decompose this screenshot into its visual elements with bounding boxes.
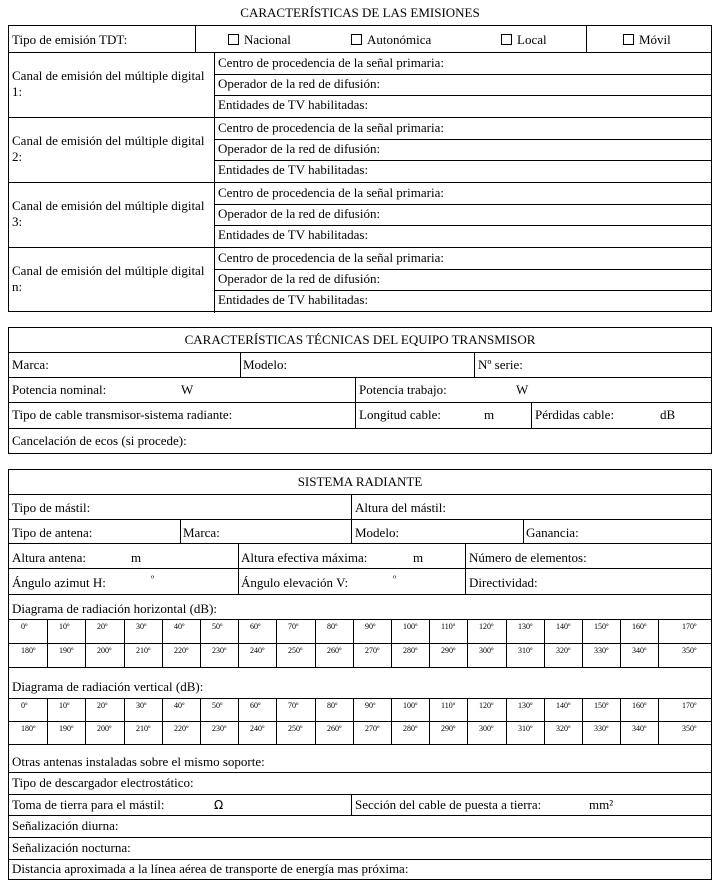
angle-label: 180º	[21, 724, 36, 733]
angle-label: 220º	[174, 646, 189, 655]
longitud-cable-unit: m	[484, 407, 495, 422]
equipo-table	[8, 327, 712, 454]
distancia-linea-label: Distancia aproximada a la línea aérea de transporte de energía mas próxima:	[12, 861, 409, 876]
equipo-title: CARACTERÍSTICAS TÉCNICAS DEL EQUIPO TRANSMISOR	[184, 332, 536, 347]
angle-label: 70º	[288, 622, 299, 631]
angle-label: 210º	[136, 646, 151, 655]
autonomica-option[interactable]: Autonómica	[351, 32, 431, 48]
angle-label: 20º	[97, 622, 108, 631]
tipo-antena-label: Tipo de antena:	[12, 525, 93, 540]
angle-label: 350º	[682, 646, 697, 655]
emisiones-title: CARACTERÍSTICAS DE LAS EMISIONES	[240, 5, 480, 20]
angle-label: 160º	[632, 622, 647, 631]
radiante-table	[8, 469, 712, 880]
altura-mastil-label: Altura del mástil:	[355, 500, 446, 515]
angle-label: 40º	[174, 622, 185, 631]
senalizacion-diurna-label: Señalización diurna:	[12, 818, 119, 833]
potencia-nominal-unit: W	[181, 382, 194, 397]
angle-label: 200º	[97, 646, 112, 655]
angle-label: 30º	[136, 701, 147, 710]
emisiones-table	[8, 25, 712, 312]
angle-label: 50º	[212, 622, 223, 631]
potencia-trabajo-label: Potencia trabajo:	[359, 382, 447, 397]
angle-label: 80º	[327, 701, 338, 710]
azimut-label: Ángulo azimut H:	[12, 575, 106, 590]
angle-label: 290º	[441, 724, 456, 733]
angle-label: 310º	[518, 646, 533, 655]
canal-n-label: Canal de emisión del múltiple digital n:	[12, 263, 205, 294]
angle-label: 170º	[682, 622, 697, 631]
angle-label: 130º	[518, 701, 533, 710]
diagrama-vertical-label: Diagrama de radiación vertical (dB):	[12, 679, 204, 694]
angle-label: 240º	[250, 724, 265, 733]
angle-label: 90º	[365, 701, 376, 710]
perdidas-cable-unit: dB	[660, 407, 676, 422]
angle-label: 70º	[288, 701, 299, 710]
angle-label: 60º	[250, 701, 261, 710]
angle-label: 300º	[479, 724, 494, 733]
altura-antena-unit: m	[131, 550, 142, 565]
angle-label: 30º	[136, 622, 147, 631]
movil-option[interactable]: Móvil	[623, 32, 671, 48]
antena-modelo-label: Modelo:	[355, 525, 400, 540]
senalizacion-nocturna-label: Señalización nocturna:	[12, 840, 131, 855]
toma-tierra-label: Toma de tierra para el mástil:	[12, 797, 165, 812]
canal-n-centro-label: Centro de procedencia de la señal primaria:	[218, 250, 444, 265]
antena-marca-label: Marca:	[183, 525, 220, 540]
angle-label: 220º	[174, 724, 189, 733]
angle-label: 300º	[479, 646, 494, 655]
angle-label: 130º	[518, 622, 533, 631]
angle-label: 120º	[479, 701, 494, 710]
marca-label: Marca:	[12, 357, 49, 372]
angle-label: 260º	[327, 646, 342, 655]
angle-label: 140º	[556, 701, 571, 710]
angle-label: 10º	[59, 701, 70, 710]
seccion-cable-label: Sección del cable de puesta a tierra:	[355, 797, 542, 812]
diagrama-horizontal-label: Diagrama de radiación horizontal (dB):	[12, 601, 218, 616]
angle-label: 170º	[682, 701, 697, 710]
modelo-label: Modelo:	[243, 357, 288, 372]
nacional-checkbox[interactable]	[228, 34, 239, 45]
azimut-unit: º	[151, 574, 155, 585]
elevacion-label: Ángulo elevación V:	[241, 575, 349, 590]
angle-label: 120º	[479, 622, 494, 631]
angle-label: 280º	[403, 724, 418, 733]
canal-1-operador-label: Operador de la red de difusión:	[218, 76, 381, 91]
angle-label: 320º	[556, 646, 571, 655]
angle-label: 180º	[21, 646, 36, 655]
canal-2-centro-label: Centro de procedencia de la señal primaria:	[218, 120, 444, 135]
angle-label: 250º	[288, 724, 303, 733]
longitud-cable-label: Longitud cable:	[359, 407, 441, 422]
angle-label: 110º	[441, 701, 456, 710]
toma-tierra-unit: Ω	[214, 798, 224, 812]
angle-label: 260º	[327, 724, 342, 733]
otras-antenas-label: Otras antenas instaladas sobre el mismo soporte:	[12, 754, 265, 769]
angle-label: 340º	[632, 646, 647, 655]
angle-label: 350º	[682, 724, 697, 733]
altura-efectiva-unit: m	[413, 550, 424, 565]
descargador-label: Tipo de descargador electrostático:	[12, 775, 194, 790]
canal-3-label: Canal de emisión del múltiple digital 3:	[12, 198, 205, 229]
canal-3-entidades-label: Entidades de TV habilitadas:	[218, 227, 369, 242]
angle-label: 150º	[594, 701, 609, 710]
canal-1-centro-label: Centro de procedencia de la señal primaria:	[218, 55, 444, 70]
potencia-trabajo-unit: W	[516, 382, 529, 397]
angle-label: 330º	[594, 724, 609, 733]
nacional-option[interactable]: Nacional	[228, 32, 291, 48]
angle-label: 340º	[632, 724, 647, 733]
angle-label: 270º	[365, 646, 380, 655]
altura-antena-label: Altura antena:	[12, 550, 86, 565]
angle-label: 270º	[365, 724, 380, 733]
angle-label: 230º	[212, 646, 227, 655]
potencia-nominal-label: Potencia nominal:	[12, 382, 107, 397]
angle-label: 150º	[594, 622, 609, 631]
angle-label: 290º	[441, 646, 456, 655]
canal-1-entidades-label: Entidades de TV habilitadas:	[218, 97, 369, 112]
directividad-label: Directividad:	[469, 575, 538, 590]
altura-efectiva-label: Altura efectiva máxima:	[241, 550, 368, 565]
tipo-mastil-label: Tipo de mástil:	[12, 500, 91, 515]
angle-label: 100º	[403, 622, 418, 631]
radiante-title: SISTEMA RADIANTE	[297, 474, 423, 489]
canal-3-centro-label: Centro de procedencia de la señal primaria:	[218, 185, 444, 200]
canal-n-entidades-label: Entidades de TV habilitadas:	[218, 292, 369, 307]
angle-label: 40º	[174, 701, 185, 710]
canal-2-label: Canal de emisión del múltiple digital 2:	[12, 133, 205, 164]
angle-label: 10º	[59, 622, 70, 631]
movil-checkbox[interactable]	[623, 34, 634, 45]
autonomica-checkbox[interactable]	[351, 34, 362, 45]
angle-label: 100º	[403, 701, 418, 710]
local-option[interactable]: Local	[501, 32, 547, 48]
canal-1-label: Canal de emisión del múltiple digital 1:	[12, 68, 205, 99]
canal-2-entidades-label: Entidades de TV habilitadas:	[218, 162, 369, 177]
angle-label: 0º	[21, 622, 28, 631]
canal-n-operador-label: Operador de la red de difusión:	[218, 271, 381, 286]
angle-label: 310º	[518, 724, 533, 733]
angle-label: 160º	[632, 701, 647, 710]
angle-label: 210º	[136, 724, 151, 733]
num-elementos-label: Número de elementos:	[469, 550, 587, 565]
tipo-emision-label: Tipo de emisión TDT:	[12, 32, 128, 47]
seccion-cable-unit: mm²	[589, 797, 614, 812]
angle-label: 330º	[594, 646, 609, 655]
angle-label: 230º	[212, 724, 227, 733]
canal-2-operador-label: Operador de la red de difusión:	[218, 141, 381, 156]
angle-label: 90º	[365, 622, 376, 631]
angle-label: 320º	[556, 724, 571, 733]
angle-label: 80º	[327, 622, 338, 631]
angle-label: 60º	[250, 622, 261, 631]
local-checkbox[interactable]	[501, 34, 512, 45]
angle-label: 200º	[97, 724, 112, 733]
angle-label: 110º	[441, 622, 456, 631]
angle-label: 240º	[250, 646, 265, 655]
tipo-cable-label: Tipo de cable transmisor-sistema radiante:	[12, 407, 233, 422]
ganancia-label: Ganancia:	[526, 525, 579, 540]
angle-label: 280º	[403, 646, 418, 655]
angle-label: 50º	[212, 701, 223, 710]
angle-label: 140º	[556, 622, 571, 631]
elevacion-unit: º	[393, 574, 397, 585]
perdidas-cable-label: Pérdidas cable:	[535, 407, 615, 422]
angle-label: 190º	[59, 724, 74, 733]
angle-label: 190º	[59, 646, 74, 655]
cancelacion-label: Cancelación de ecos (si procede):	[12, 433, 187, 448]
serie-label: Nº serie:	[478, 357, 523, 372]
angle-label: 20º	[97, 701, 108, 710]
angle-label: 0º	[21, 701, 28, 710]
angle-label: 250º	[288, 646, 303, 655]
canal-3-operador-label: Operador de la red de difusión:	[218, 206, 381, 221]
